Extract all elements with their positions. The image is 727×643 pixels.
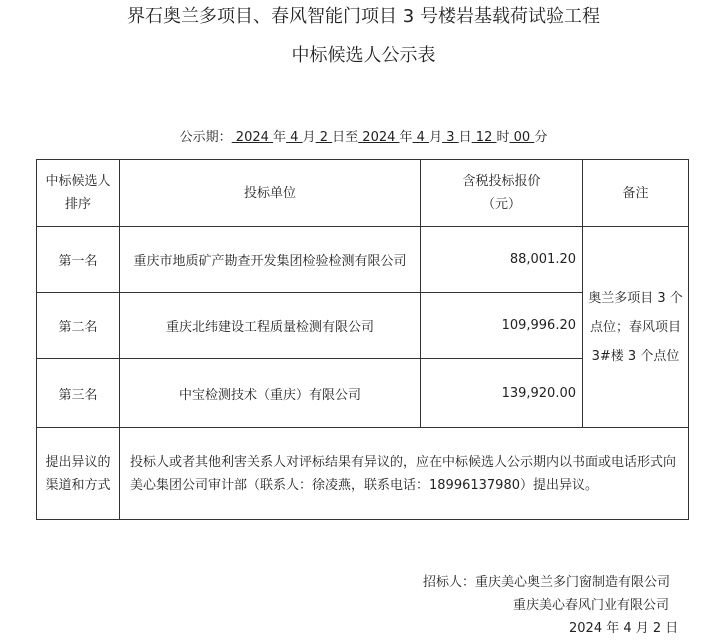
period-minute-unit: 分	[534, 130, 548, 145]
candidate-table	[36, 159, 689, 520]
header-price-line2: （元）	[481, 197, 521, 212]
header-rank	[37, 160, 120, 227]
period-year-unit: 年	[273, 130, 287, 145]
rank-cell: 第三名	[37, 359, 120, 428]
period-end-month: 4	[412, 130, 430, 145]
objection-row	[37, 428, 689, 520]
document-title-line2: 中标候选人公示表	[291, 45, 436, 66]
period-end-year: 2024	[358, 130, 400, 145]
header-remark: 备注	[583, 160, 689, 227]
remark-line3: 3#楼 3 个点位	[591, 348, 680, 364]
period-month-unit-2: 月	[429, 130, 443, 145]
period-month-unit: 月	[302, 130, 316, 145]
period-year-unit-2: 年	[399, 130, 413, 145]
header-rank-line1: 中标候选人	[45, 174, 111, 189]
price-cell: 139,920.00	[421, 359, 583, 428]
publish-date: 2024 年 4 月 2 日	[569, 621, 679, 636]
document-title-line1: 界石奥兰多项目、春风智能门项目 3 号楼岩基载荷试验工程	[127, 6, 600, 27]
table-row	[37, 227, 689, 293]
price-cell: 88,001.20	[421, 227, 583, 293]
objection-label-line1: 提出异议的	[45, 454, 111, 470]
bidder-cell: 中宝检测技术（重庆）有限公司	[120, 359, 421, 428]
period-to: 日至	[332, 130, 359, 145]
period-start-month: 4	[286, 130, 303, 145]
period-start-year: 2024	[231, 130, 274, 145]
period-hour-unit: 时	[496, 130, 510, 145]
header-rank-line2: 排序	[64, 197, 91, 212]
tenderer-line-2: 重庆美心春风门业有限公司	[513, 598, 670, 613]
header-bidder: 投标单位	[120, 160, 421, 227]
objection-label-line2: 渠道和方式	[45, 477, 111, 493]
rank-cell: 第二名	[37, 293, 120, 359]
period-day-unit-2: 日	[458, 130, 472, 145]
table-header-row	[37, 160, 689, 227]
publicity-period	[0, 130, 727, 146]
objection-label	[37, 428, 120, 520]
period-end-hour: 12	[471, 130, 497, 145]
header-price-line1: 含税投标报价	[462, 174, 541, 189]
header-price	[421, 160, 583, 227]
bidder-cell: 重庆北纬建设工程质量检测有限公司	[120, 293, 421, 359]
remark-cell	[583, 227, 689, 428]
remark-line2: 点位；春风项目	[589, 319, 681, 335]
price-cell: 109,996.20	[421, 293, 583, 359]
period-end-minute: 00	[509, 130, 535, 145]
bidder-cell: 重庆市地质矿产勘查开发集团检验检测有限公司	[120, 227, 421, 293]
rank-cell: 第一名	[37, 227, 120, 293]
period-end-day: 3	[442, 130, 459, 145]
tenderer-line: 招标人：重庆美心奥兰多门窗制造有限公司	[423, 575, 671, 590]
period-start-day: 2	[315, 130, 333, 145]
period-label: 公示期：	[179, 130, 232, 145]
objection-text: 投标人或者其他利害关系人对评标结果有异议的，应在中标候选人公示期内以书面或电话形式向美心集团公司审计部（联系人：徐凌燕，联系电话：18996137980）提出异议。	[120, 428, 689, 520]
remark-line1: 奥兰多项目 3 个	[588, 290, 683, 306]
